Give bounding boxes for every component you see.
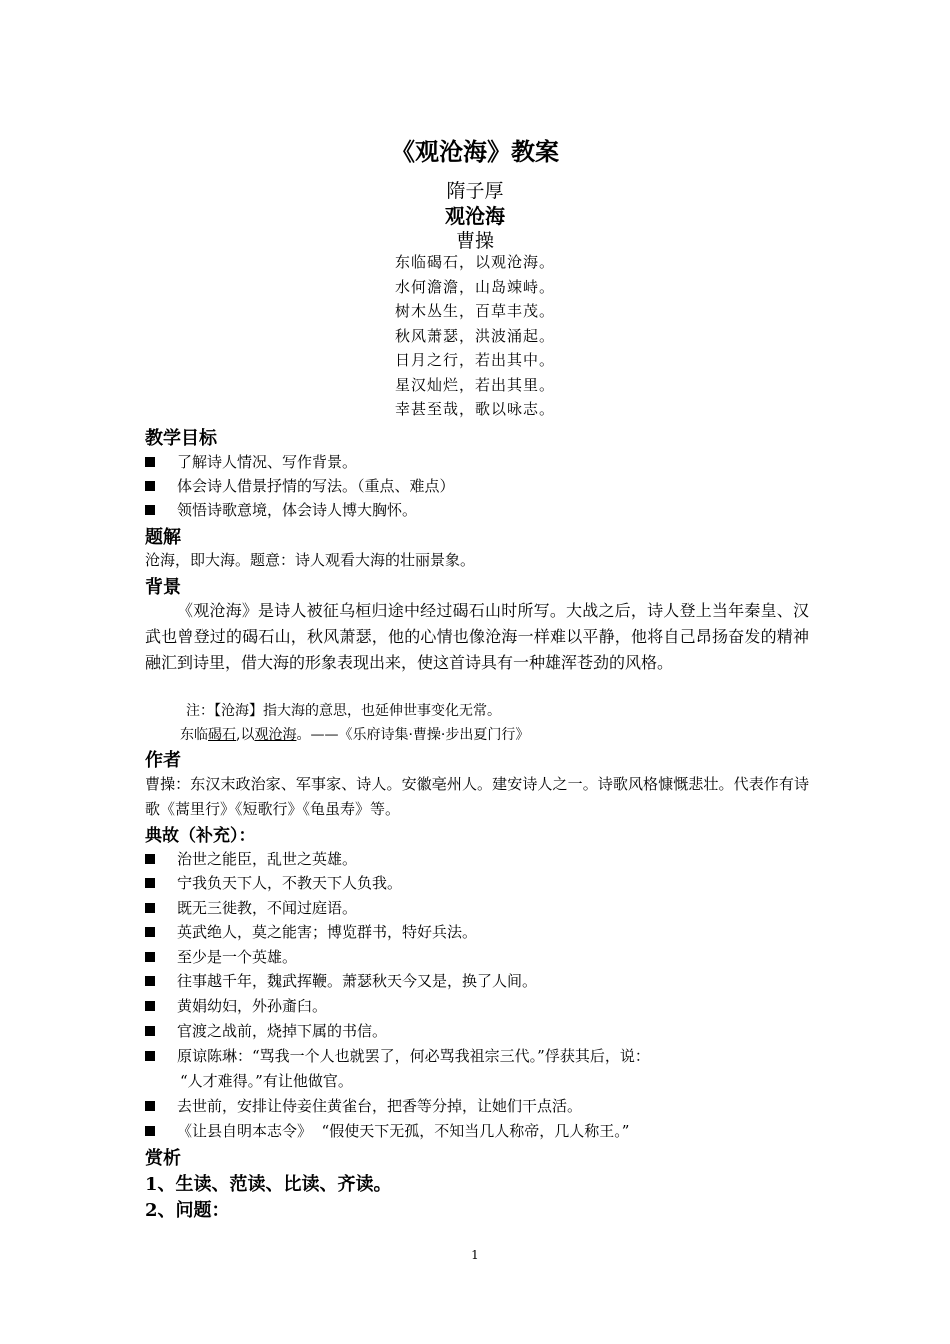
- allusion-item: [145, 970, 537, 991]
- document-author: 隋子厚: [446, 180, 504, 202]
- allusions-heading: 典故（补充）：: [145, 826, 256, 846]
- bullet-square-icon: [145, 1026, 155, 1036]
- allusion-text: 既无三徙教，不闻过庭语。: [177, 899, 358, 917]
- note-prefix: 注：: [186, 703, 214, 719]
- poem-line: 日月之行，若出其中。: [394, 351, 555, 369]
- document-title: 《观沧海》教案: [391, 137, 559, 166]
- bullet-square-icon: [145, 457, 155, 467]
- bullet-square-icon: [145, 927, 155, 937]
- goal-item-text: 体会诗人借景抒情的写法。（重点、难点）: [177, 477, 455, 495]
- bullet-square-icon: [145, 903, 155, 913]
- appreciation-line-1: 1、生读、范读、比读、齐读。: [145, 1174, 392, 1195]
- note-text: 指大海的意思，也延伸世事变化无常。: [263, 703, 501, 719]
- allusion-text: 去世前，安排让侍妾住黄雀台，把香等分掉，让她们干点活。: [177, 1097, 583, 1115]
- allusion-text: 黄娟幼妇，外孙齑臼。: [177, 997, 328, 1015]
- background-heading: 背景: [145, 577, 181, 598]
- allusion-text: 官渡之战前，烧掉下属的书信。: [177, 1022, 388, 1040]
- poem-body: [0, 250, 950, 422]
- allusion-item: [145, 995, 327, 1016]
- allusion-text: 治世之能臣，乱世之英雄。: [177, 850, 358, 868]
- allusion-item: [145, 897, 357, 918]
- allusion-item: [145, 946, 297, 967]
- poem-line: 幸甚至哉，歌以咏志。: [394, 400, 555, 418]
- bullet-square-icon: [145, 854, 155, 864]
- author-text: 曹操：东汉末政治家、军事家、诗人。安徽亳州人。建安诗人之一。诗歌风格慷慨悲壮。代表作有诗歌《蒿里行》《短歌行》《龟虽寿》等。: [145, 775, 809, 818]
- tijie-heading: 题解: [145, 527, 181, 548]
- allusion-item: [145, 1020, 387, 1041]
- goal-item: [145, 475, 455, 496]
- poem-line: 星汉灿烂，若出其里。: [394, 375, 555, 394]
- bullet-square-icon: [145, 505, 155, 515]
- allusion-continuation: “人才难得。”有让他做官。: [180, 1072, 353, 1090]
- allusion-item: [145, 848, 357, 869]
- allusion-item: [145, 872, 402, 893]
- poem-line: 水何澹澹，山岛竦峙。: [394, 277, 555, 296]
- goal-item: [145, 499, 417, 520]
- poem-line: 秋风萧瑟，洪波涌起。: [394, 326, 555, 345]
- quote-part: 东临: [180, 727, 208, 743]
- quote-underlined: 观沧海: [254, 727, 297, 743]
- quote-part: ,以: [236, 727, 255, 743]
- allusion-item: [145, 1045, 650, 1066]
- appreciation-line-2: 2、问题：: [145, 1200, 230, 1221]
- quote-underlined: 碣石: [208, 727, 236, 743]
- allusion-item: [145, 1095, 582, 1116]
- author-heading: 作者: [145, 750, 181, 771]
- bullet-square-icon: [145, 976, 155, 986]
- bullet-square-icon: [145, 1101, 155, 1111]
- page-number: 1: [471, 1248, 479, 1262]
- allusion-text: 往事越千年，魏武挥鞭。萧瑟秋天今又是，换了人间。: [177, 972, 538, 990]
- appreciation-heading: 赏析: [145, 1148, 181, 1169]
- allusion-text: 至少是一个英雄。: [177, 948, 298, 966]
- bullet-square-icon: [145, 952, 155, 962]
- allusion-text: 宁我负天下人，不教天下人负我。: [177, 874, 403, 892]
- background-paragraph: 《观沧海》是诗人被征乌桓归途中经过碣石山时所写。大战之后，诗人登上当年秦皇、汉武也曾登过的碣石山，秋风萧瑟，他的心情也像沧海一样难以平静，他将自己昂扬奋发的精神融汇到诗里，借大海的形象表现出来，使这首诗具有一种雄浑苍劲的风格。: [145, 601, 809, 672]
- poem-line: 树木丛生，百草丰茂。: [394, 302, 555, 320]
- poem-line: 东临碣石，以观沧海。: [394, 253, 555, 271]
- poem-title: 观沧海: [445, 204, 505, 228]
- goals-heading: 教学目标: [145, 428, 217, 449]
- quote-source: 。——《乐府诗集·曹操·步出夏门行》: [296, 727, 530, 743]
- bullet-square-icon: [145, 1051, 155, 1061]
- goal-item: [145, 451, 357, 472]
- allusion-item: [145, 921, 477, 942]
- background-quote: [180, 724, 529, 744]
- bullet-square-icon: [145, 1001, 155, 1011]
- bullet-square-icon: [145, 1126, 155, 1136]
- goal-item-text: 了解诗人情况、写作背景。: [177, 453, 358, 471]
- allusion-text: 英武绝人，莫之能害；博览群书，特好兵法。: [177, 923, 478, 941]
- note-term: 【沧海】: [214, 703, 263, 719]
- goal-item-text: 领悟诗歌意境，体会诗人博大胸怀。: [177, 501, 418, 519]
- background-note: [186, 700, 501, 720]
- bullet-square-icon: [145, 481, 155, 491]
- tijie-text: 沧海，即大海。题意：诗人观看大海的壮丽景象。: [145, 551, 476, 569]
- bullet-square-icon: [145, 878, 155, 888]
- allusion-item: [145, 1120, 629, 1141]
- poem-poet: 曹操: [455, 230, 494, 252]
- allusion-text: 原谅陈琳：“骂我一个人也就罢了，何必骂我祖宗三代。”俘获其后，说：: [177, 1047, 650, 1065]
- allusion-text: 《让县自明本志令》 “假使天下无孤，不知当几人称帝，几人称王。”: [177, 1122, 630, 1140]
